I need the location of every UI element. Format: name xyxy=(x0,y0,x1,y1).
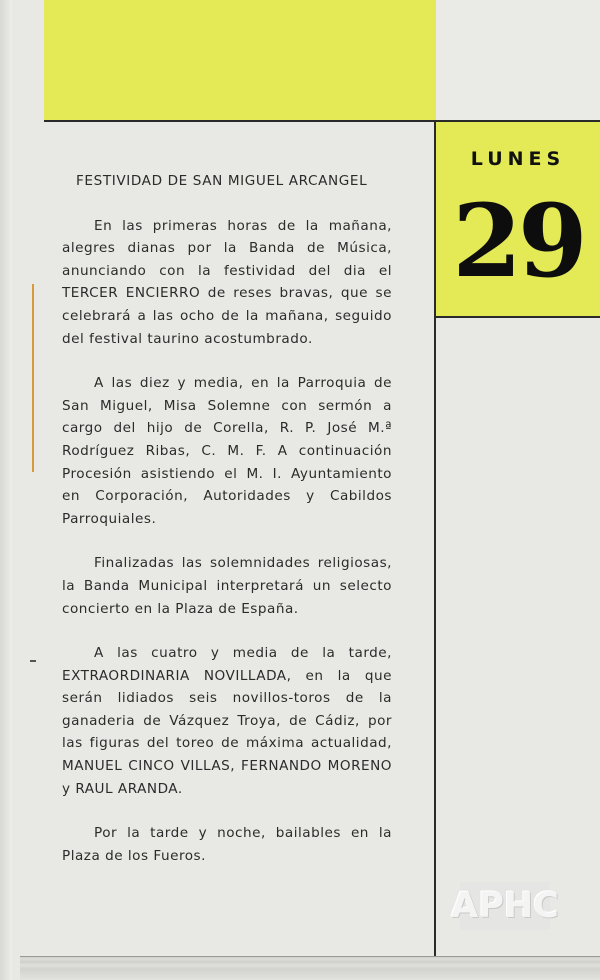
page-bottom-rule xyxy=(20,956,600,957)
paragraph-novillada: A las cuatro y media de la tarde, EXTRAORDINARIA NOVILLADA, en la que serán lidiados seis novillos-toros de la ganaderia de Vázquez Troya, de Cádiz, por las figuras del toreo de máxima actualidad, MANUEL CINCO VILLAS, FERNANDO MORENO y RAUL ARANDA. xyxy=(62,645,392,797)
weekday-label: LUNES xyxy=(470,148,566,170)
day-number: 29 xyxy=(452,182,584,300)
document-title: FESTIVIDAD DE SAN MIGUEL ARCANGEL xyxy=(76,173,368,189)
top-color-band xyxy=(44,0,436,120)
paragraph-misa: A las diez y media, en la Parroquia de San Miguel, Misa Solemne con sermón a cargo del hijo de Corella, R. P. José M.ª Rodríguez Ribas, C. M. F. A continuación Procesión asistiendo el M. I. Ayuntamiento en Corporación, Autoridades y Cabildos Parroquiales. xyxy=(62,375,392,527)
margin-marker xyxy=(32,284,34,472)
paragraph-concierto: Finalizadas las solemnidades religiosas, la Banda Municipal interpretará un selecto concierto en la Plaza de España. xyxy=(62,555,392,617)
paragraph-encierro: En las primeras horas de la mañana, alegres dianas por la Banda de Música, anunciando con la festividad del dia el TERCER ENCIERRO de reses bravas, que se celebrará a las ocho de la mañana, seguido del festival taurino acostumbrado. xyxy=(62,217,392,347)
top-right-panel xyxy=(436,0,600,120)
paragraph-bailables: Por la tarde y noche, bailables en la Plaza de los Fueros. xyxy=(62,825,392,864)
margin-tick xyxy=(30,660,36,662)
page-edge xyxy=(0,0,12,980)
date-box-rule xyxy=(436,316,600,318)
watermark-stamp xyxy=(451,882,559,930)
watermark-text: APHC xyxy=(451,886,559,926)
page-stack-edge xyxy=(20,956,600,980)
document-body xyxy=(62,170,392,889)
